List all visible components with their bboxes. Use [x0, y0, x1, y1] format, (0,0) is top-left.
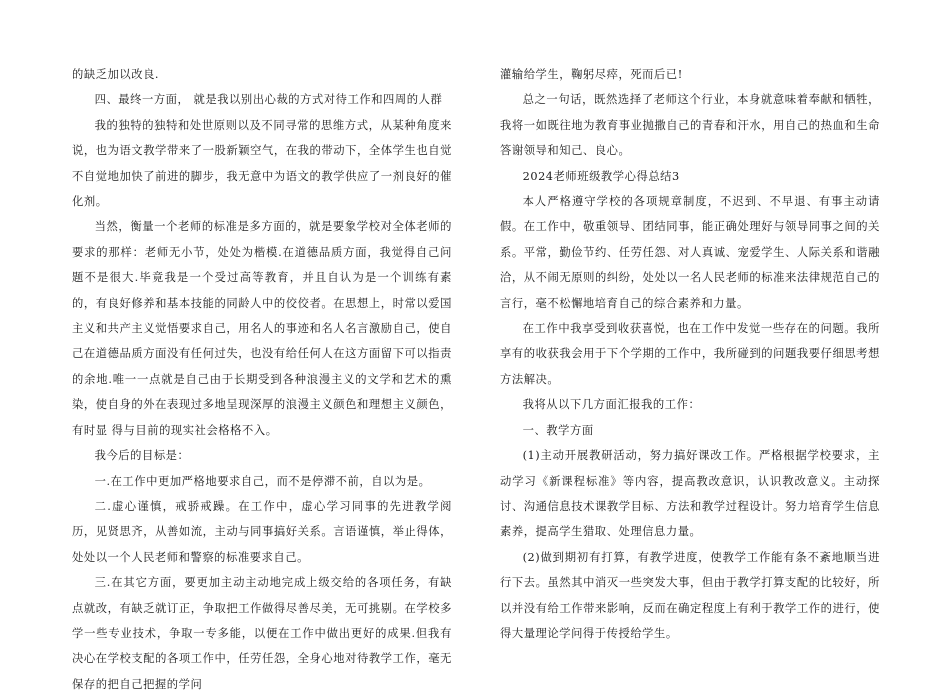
paragraph: 我的独特的独特和处世原则以及不同寻常的思维方式，从某种角度来说，也为语文教学带来了一股新颖空气，在我的带动下，全体学生也自觉不自觉地加快了前进的脚步，我无意中为语文的教学供应了一剂良好的催化剂。: [72, 118, 452, 209]
paragraph: (1)主动开展教研活动，努力搞好课改工作。严格根据学校要求，主动学习《新课程标准》等内容，提高教改意识，认识教改意义。主动探讨、沟通信息技术课教学目标、方法和教学过程设计。努力培育学生信息素养，提高学生猎取、处理信息力量。: [500, 449, 880, 539]
paragraph: 总之一句话，既然选择了老师这个行业，本身就意味着奉献和牺牲，我将一如既往地为教育事业抛撒自己的青春和汗水，用自己的热血和生命答谢领导和知己、良心。: [500, 93, 880, 158]
paragraph: 一.在工作中更加严格地要求自己，而不是停滞不前，自以为是。: [94, 474, 431, 488]
paragraph: 当然，衡量一个老师的标准是多方面的，就是要象学校对全体老师的要求的那样：老师无小节，处处为楷模.在道德品质方面，我觉得自己问题不是很大.毕竟我是一个受过高等教育，并且自认为是一个训练有素的，有良好修养和基本技能的同龄人中的佼佼者。在思想上，时常以爱国主义和共产主义觉悟要求自己，用名人的事迹和名人名言激励自己，使自己在道德品质方面没有任何过失，也没有给任何人在这方面留下可以指责的余地.唯一一点就是自己由于长期受到各种浪漫主义的文学和艺术的熏染，使自身的外在表现过多地呈现深厚的浪漫主义颜色和理想主义颜色，有时显 得与目前的现实社会格格不入。: [72, 220, 452, 437]
section-heading: 2024老师班级教学心得总结3: [522, 169, 680, 183]
paragraph: 三.在其它方面，要更加主动主动地完成上级交给的各项任务，有缺点就改，有缺乏就订正，争取把工作做得尽善尽美，无可挑剔。在学校多学一些专业技术，争取一专多能，以便在工作中做出更好的成果.但我有决心在学校支配的各项工作中，任劳任怨，全身心地对待教学工作，毫无保存的把自己把握的学问: [72, 576, 452, 691]
paragraph: 的缺乏加以改良.: [72, 68, 160, 81]
paragraph: 我将从以下几方面汇报我的工作：: [522, 398, 701, 412]
left-column: [72, 62, 452, 697]
paragraph: 在工作中我享受到收获喜悦，也在工作中发觉一些存在的问题。我所享有的收获我会用于下个学期的工作中，我所碰到的问题我要仔细思考想方法解决。: [500, 322, 880, 386]
right-column: [500, 62, 880, 646]
paragraph: 我今后的目标是：: [94, 449, 190, 463]
paragraph: (2)做到期初有打算，有教学进度，使教学工作能有条不紊地顺当进行下去。虽然其中消灭一些突发大事，但由于教学打算支配的比较好，所以并没有给工作带来影响，反而在确定程度上有利于教学工作的进行，使得大量理论学问得于传授给学生。: [500, 550, 880, 640]
paragraph: 二.虚心谨慎，戒骄戒躁。在工作中，虚心学习同事的先进教学阅历，见贤思齐，从善如流，主动与同事搞好关系。言语谨慎，举止得体，处处以一个人民老师和警察的标准要求自己。: [72, 499, 452, 564]
subsection-heading: 一、教学方面: [522, 423, 594, 437]
paragraph: 灌输给学生，鞠躬尽瘁，死而后已!: [500, 68, 683, 81]
paragraph: 四、最终一方面， 就是我以别出心裁的方式对待工作和四周的人群: [94, 93, 443, 107]
paragraph: 本人严格遵守学校的各项规章制度，不迟到、不早退、有事主动请假。在工作中，敬重领导、团结同事，能正确处理好与领导同事之间的关系。平常，勤俭节约、任劳任怨、对人真诚、宠爱学生、人际关系和谐融洽，从不闹无原则的纠纷，处处以一名人民老师的标准来法律规范自己的言行，毫不松懈地培育自己的综合素养和力量。: [500, 195, 880, 310]
